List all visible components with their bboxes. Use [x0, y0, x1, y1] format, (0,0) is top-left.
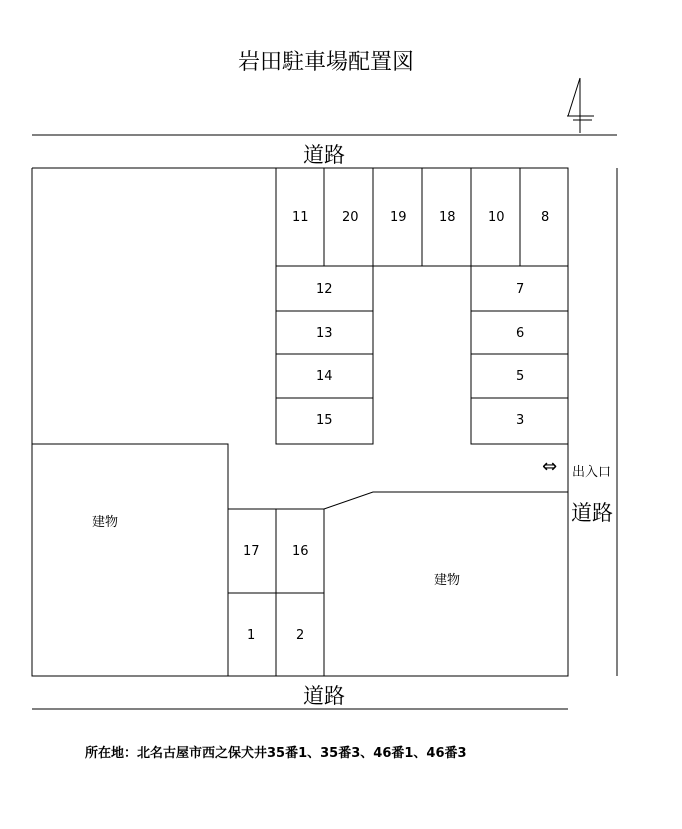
- space-6: 6: [516, 326, 525, 341]
- north-arrow-icon: [567, 78, 594, 133]
- parking-bottom-block: [228, 509, 324, 676]
- space-10: 10: [488, 210, 505, 225]
- space-3: 3: [516, 413, 525, 428]
- space-13: 13: [316, 326, 333, 341]
- space-15: 15: [316, 413, 333, 428]
- space-14: 14: [316, 369, 333, 384]
- address: 所在地：北名古屋市西之保犬井35番1、35番3、46番1、46番3: [85, 746, 467, 761]
- space-8: 8: [541, 210, 550, 225]
- space-1: 1: [247, 628, 256, 643]
- space-18: 18: [439, 210, 456, 225]
- building-right-label: 建物: [434, 573, 461, 588]
- space-19: 19: [390, 210, 407, 225]
- road-label-bottom: 道路: [303, 684, 345, 708]
- diagram-title: 岩田駐車場配置図: [237, 50, 414, 75]
- parking-top-row: [276, 168, 568, 266]
- space-16: 16: [292, 544, 309, 559]
- road-label-right: 道路: [571, 501, 613, 525]
- space-20: 20: [342, 210, 359, 225]
- space-11: 11: [292, 210, 309, 225]
- lot-outline: [32, 168, 568, 676]
- space-17: 17: [243, 544, 260, 559]
- building-left: [32, 444, 228, 676]
- space-7: 7: [516, 282, 525, 297]
- entrance-arrow-icon: ⇔: [542, 456, 558, 477]
- building-right: [324, 492, 568, 509]
- space-2: 2: [296, 628, 305, 643]
- space-12: 12: [316, 282, 333, 297]
- entrance-label: 出入口: [572, 465, 612, 480]
- building-left-label: 建物: [92, 515, 119, 530]
- space-5: 5: [516, 369, 525, 384]
- road-label-top: 道路: [303, 143, 345, 167]
